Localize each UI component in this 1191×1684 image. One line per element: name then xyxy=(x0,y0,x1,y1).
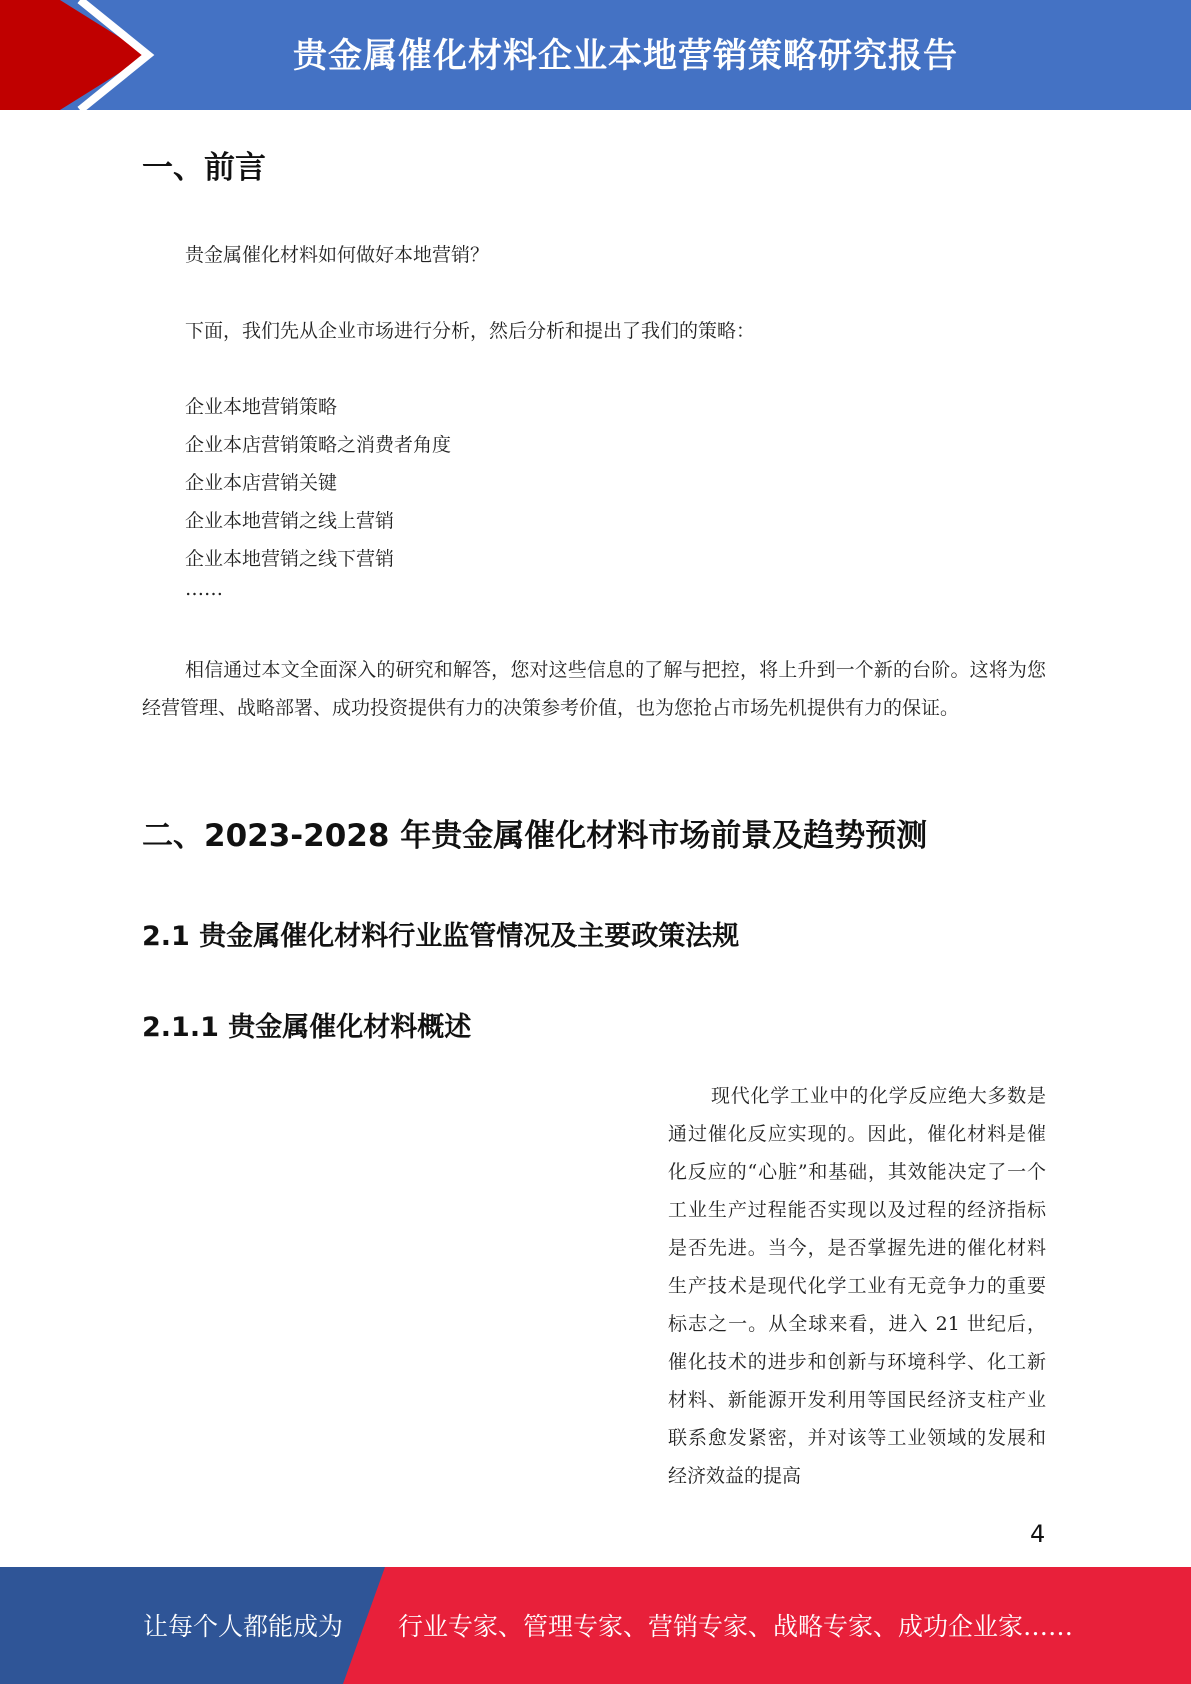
section-heading-preface: 一、前言 xyxy=(142,150,266,186)
header-band xyxy=(0,0,1191,110)
overview-paragraph: 现代化学工业中的化学反应绝大多数是通过催化反应实现的。因此，催化材料是催化反应的“心脏”和基础，其效能决定了一个工业生产过程能否实现以及过程的经济指标是否先进。当今，是否掌握先进的催化材料生产技术是现代化学工业有无竞争力的重要标志之一。从全球来看，进入 21 世纪后，催化技术的进步和创新与环境科学、化工新材料、新能源开发利用等国民经济支柱产业联系愈发紧密，并对该等工业领域的发展和经济效益的提高 xyxy=(668,1085,1046,1487)
strategy-item: 企业本地营销之线上营销 xyxy=(185,510,395,532)
strategy-ellipsis: …… xyxy=(185,578,223,600)
footer-slogan-right: 行业专家、管理专家、营销专家、战略专家、成功企业家…… xyxy=(398,1612,1074,1641)
strategy-item: 企业本店营销关键 xyxy=(185,472,338,494)
preface-question: 贵金属催化材料如何做好本地营销？ xyxy=(185,244,490,266)
strategy-item: 企业本地营销策略 xyxy=(185,396,338,418)
section-heading-outlook: 二、2023-2028 年贵金属催化材料市场前景及趋势预测 xyxy=(142,818,928,854)
strategy-item: 企业本地营销之线下营销 xyxy=(185,548,395,570)
subsection-heading-overview: 2.1.1 贵金属催化材料概述 xyxy=(142,1012,472,1043)
subsection-heading-regulation: 2.1 贵金属催化材料行业监管情况及主要政策法规 xyxy=(142,921,740,952)
preface-conclusion: 相信通过本文全面深入的研究和解答，您对这些信息的了解与把控，将上升到一个新的台阶。这将为您经营管理、战略部署、成功投资提供有力的决策参考价值，也为您抢占市场先机提供有力的保证。 xyxy=(142,659,1046,719)
page-number: 4 xyxy=(1030,1520,1046,1548)
report-title: 贵金属催化材料企业本地营销策略研究报告 xyxy=(293,36,958,76)
footer-band xyxy=(0,1567,1191,1684)
strategy-item: 企业本店营销策略之消费者角度 xyxy=(185,434,452,456)
footer-slogan-left: 让每个人都能成为 xyxy=(143,1612,344,1641)
preface-intro: 下面，我们先从企业市场进行分析，然后分析和提出了我们的策略： xyxy=(185,320,756,342)
